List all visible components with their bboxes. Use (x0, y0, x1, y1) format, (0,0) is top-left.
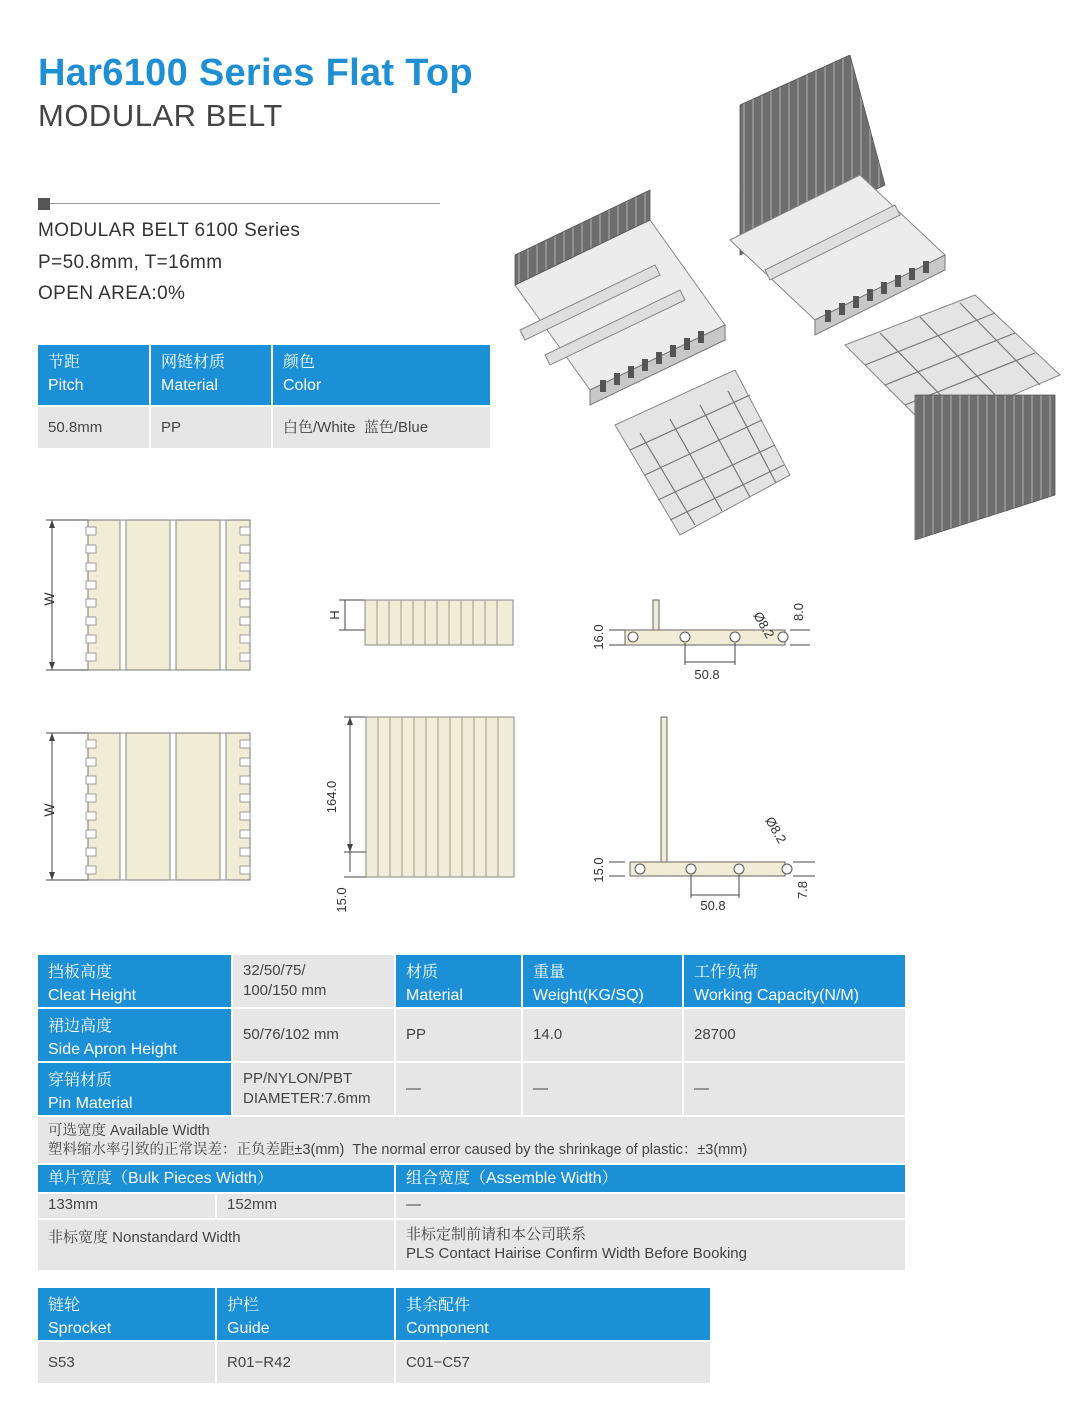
spec-series: MODULAR BELT 6100 Series (38, 220, 301, 241)
dim-8-2: Ø8.2 (750, 609, 778, 641)
cleat-dim-8-2: Ø8.2 (762, 814, 790, 846)
page-title: Har6100 Series Flat Top (38, 52, 473, 94)
cleat-top-view-w-label: W (41, 803, 57, 817)
belt-with-tall-cleat-image (730, 55, 945, 335)
dim-15: 15.0 (591, 857, 606, 883)
header-weight: 重量 Weight(KG/SQ) (523, 955, 682, 1007)
basic-spec-table (38, 345, 490, 448)
cell-color-value: 白色/White 蓝色/Blue (273, 407, 490, 448)
header-assemble-width: 组合宽度（Assemble Width） (396, 1165, 905, 1192)
spec-open-area: OPEN AREA:0% (38, 283, 186, 304)
belt-3d-illustrations (500, 55, 1070, 545)
header-pitch: 节距 Pitch (38, 345, 149, 405)
shrinkage-error-note: 塑料缩水率引致的正常误差：正负差距±3(mm) The normal error caused by the shrinkage of plastic：±3(mm) (48, 1142, 748, 1158)
header-bulk-width: 单片宽度（Bulk Pieces Width） (38, 1165, 394, 1192)
dim-8-0: 8.0 (791, 602, 806, 622)
header-pin-material: 穿销材质 Pin Material (38, 1063, 231, 1115)
cell-material-value: PP (151, 407, 271, 448)
pin-material-dash-3: — (684, 1063, 905, 1115)
nonstandard-contact-note: 非标定制前请和本公司联系 PLS Contact Hairise Confirm Width Before Booking (396, 1220, 905, 1270)
page-subtitle: MODULAR BELT (38, 98, 283, 133)
nonstandard-width-label: 非标宽度 Nonstandard Width (38, 1220, 394, 1270)
h-dimension-label: H (327, 610, 342, 620)
weight-value: 14.0 (523, 1009, 682, 1061)
top-view-drawing (40, 515, 260, 680)
header-capacity: 工作负荷 Working Capacity(N/M) (684, 955, 905, 1007)
side-view-drawing (585, 585, 825, 685)
side-apron-value: 50/76/102 mm (233, 1009, 394, 1061)
component-value: C01−C57 (396, 1342, 710, 1383)
dim-15-cleat: 15.0 (334, 887, 349, 913)
header-sprocket: 链轮 Sprocket (38, 1288, 215, 1340)
header-material: 网链材质 Material (151, 345, 271, 405)
header-color: 颜色 Color (273, 345, 490, 405)
belt-with-side-apron-image (845, 295, 1060, 540)
cleat-dim-50-8: 50.8 (700, 898, 726, 913)
available-width-note (38, 1117, 905, 1163)
cleat-side-view-drawing (585, 712, 825, 917)
section-divider (50, 203, 440, 204)
assemble-width-value: — (396, 1194, 905, 1218)
front-view-drawing (325, 590, 520, 650)
top-view-cleat-drawing (40, 728, 260, 888)
top-view-w-label: W (41, 592, 57, 606)
material-value: PP (396, 1009, 521, 1061)
belt-with-short-cleat-image (515, 190, 725, 405)
bulk-width-152: 152mm (217, 1194, 394, 1218)
header-cleat-height: 挡板高度 Cleat Height (38, 955, 231, 1007)
section-marker (38, 198, 50, 210)
pin-material-value: PP/NYLON/PBT DIAMETER:7.6mm (233, 1063, 394, 1115)
main-spec-table (38, 955, 905, 1270)
dim-50-8: 50.8 (694, 667, 720, 682)
dim-16: 16.0 (591, 624, 606, 650)
header-guide: 护栏 Guide (217, 1288, 394, 1340)
guide-value: R01−R42 (217, 1342, 394, 1383)
bulk-width-133: 133mm (38, 1194, 215, 1218)
spec-pitch-thickness: P=50.8mm, T=16mm (38, 252, 223, 273)
header-side-apron: 裙边高度 Side Apron Height (38, 1009, 231, 1061)
cleat-height-value: 32/50/75/ 100/150 mm (233, 955, 394, 1007)
pin-material-dash-1: — (396, 1063, 521, 1115)
dim-164: 164.0 (324, 780, 339, 814)
belt-underside-image (615, 370, 790, 535)
dim-7-8: 7.8 (795, 880, 810, 900)
header-component: 其余配件 Component (396, 1288, 710, 1340)
accessories-table (38, 1288, 710, 1383)
cleat-front-view-drawing (320, 712, 520, 922)
capacity-value: 28700 (684, 1009, 905, 1061)
sprocket-value: S53 (38, 1342, 215, 1383)
cell-pitch-value: 50.8mm (38, 407, 149, 448)
pin-material-dash-2: — (523, 1063, 682, 1115)
available-width-label: 可选宽度 Available Width (48, 1123, 210, 1139)
header-material: 材质 Material (396, 955, 521, 1007)
